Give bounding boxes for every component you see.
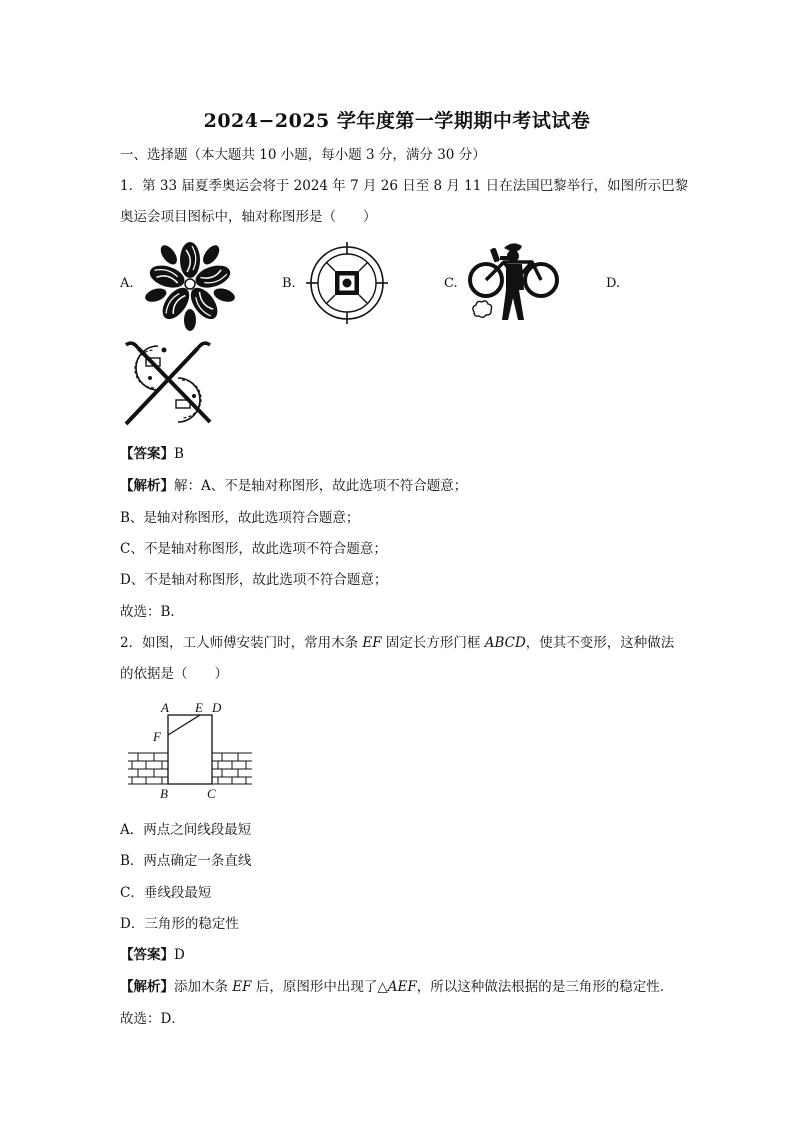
q2-option-a: A．两点之间线段最短	[120, 822, 252, 838]
q2-analysis-part: 添加木条	[174, 979, 233, 995]
q2-stem-line2: 的依据是（ ）	[120, 666, 228, 682]
page-title: 2024−2025 学年度第一学期期中考试试卷	[203, 110, 591, 132]
q1-option-a-label: A.	[120, 276, 134, 291]
q2-analysis-part: 后，原图形中出现了△	[251, 979, 388, 995]
q2-option-d: D．三角形的稳定性	[120, 916, 239, 932]
vertex-label-b: B	[160, 786, 168, 801]
q2-analysis	[120, 977, 673, 997]
q1-analysis-text: 解：A、不是轴对称图形，故此选项不符合题意；	[174, 478, 468, 494]
q1-analysis-line2: B、是轴对称图形，故此选项符合题意；	[120, 510, 360, 526]
q1-option-d-hockey-image	[118, 338, 218, 430]
q1-option-c-cyclist-image	[464, 240, 564, 330]
analysis-tag: 【解析】	[120, 478, 174, 494]
q1-option-c-label: C.	[444, 276, 458, 291]
vertex-label-d: D	[212, 700, 222, 715]
q2-analysis-part: ，所以这种做法根据的是三角形的稳定性．	[416, 979, 674, 995]
q1-option-b-target-image	[304, 240, 390, 326]
q1-analysis-line4: D、不是轴对称图形，故此选项不符合题意；	[120, 572, 388, 588]
q1-option-d-label: D.	[606, 276, 621, 291]
q1-option-b-label: B.	[282, 276, 296, 291]
vertex-label-f: F	[153, 729, 161, 744]
q1-analysis-line1	[120, 476, 467, 496]
segment-ef: EF	[232, 979, 252, 995]
q2-stem-part: ，使其不变形，这种做法	[525, 635, 675, 651]
q2-stem-part: 固定长方形门框	[381, 635, 485, 651]
q2-answer-value: D	[174, 947, 185, 963]
vertex-label-a: A	[161, 700, 169, 715]
vertex-label-e: E	[195, 700, 203, 715]
triangle-aef: AEF	[387, 979, 417, 995]
blade	[180, 242, 200, 278]
q2-stem-part: 2．如图，工人师傅安装门时，常用木条	[120, 635, 363, 651]
q1-answer-value: B	[174, 446, 184, 462]
q1-stem-line1: 1．第 33 届夏季奥运会将于 2024 年 7 月 26 日至 8 月 11 日在法国巴黎举行，如图所示巴黎	[120, 178, 689, 194]
q1-stem-line2: 奥运会项目图标中，轴对称图形是（ ）	[120, 209, 377, 225]
answer-tag: 【答案】	[120, 446, 174, 462]
q2-conclusion: 故选：D．	[120, 1011, 185, 1027]
q1-conclusion: 故选：B．	[120, 604, 184, 620]
q2-option-c: C．垂线段最短	[120, 885, 212, 901]
analysis-tag: 【解析】	[120, 979, 174, 995]
q2-answer	[120, 945, 185, 965]
q2-option-b: B．两点确定一条直线	[120, 853, 252, 869]
segment-ef: EF	[362, 635, 382, 651]
q1-answer	[120, 444, 184, 464]
q1-analysis-line3: C、不是轴对称图形，故此选项不符合题意；	[120, 541, 387, 557]
vertex-label-c: C	[207, 786, 216, 801]
q2-door-frame-figure	[124, 697, 256, 801]
q2-stem-line1	[120, 633, 674, 653]
answer-tag: 【答案】	[120, 947, 174, 963]
section-heading: 一、选择题（本大题共 10 小题，每小题 3 分，满分 30 分）	[120, 147, 486, 163]
rectangle-abcd: ABCD	[484, 635, 526, 651]
q1-option-a-pinwheel-image	[140, 240, 240, 330]
